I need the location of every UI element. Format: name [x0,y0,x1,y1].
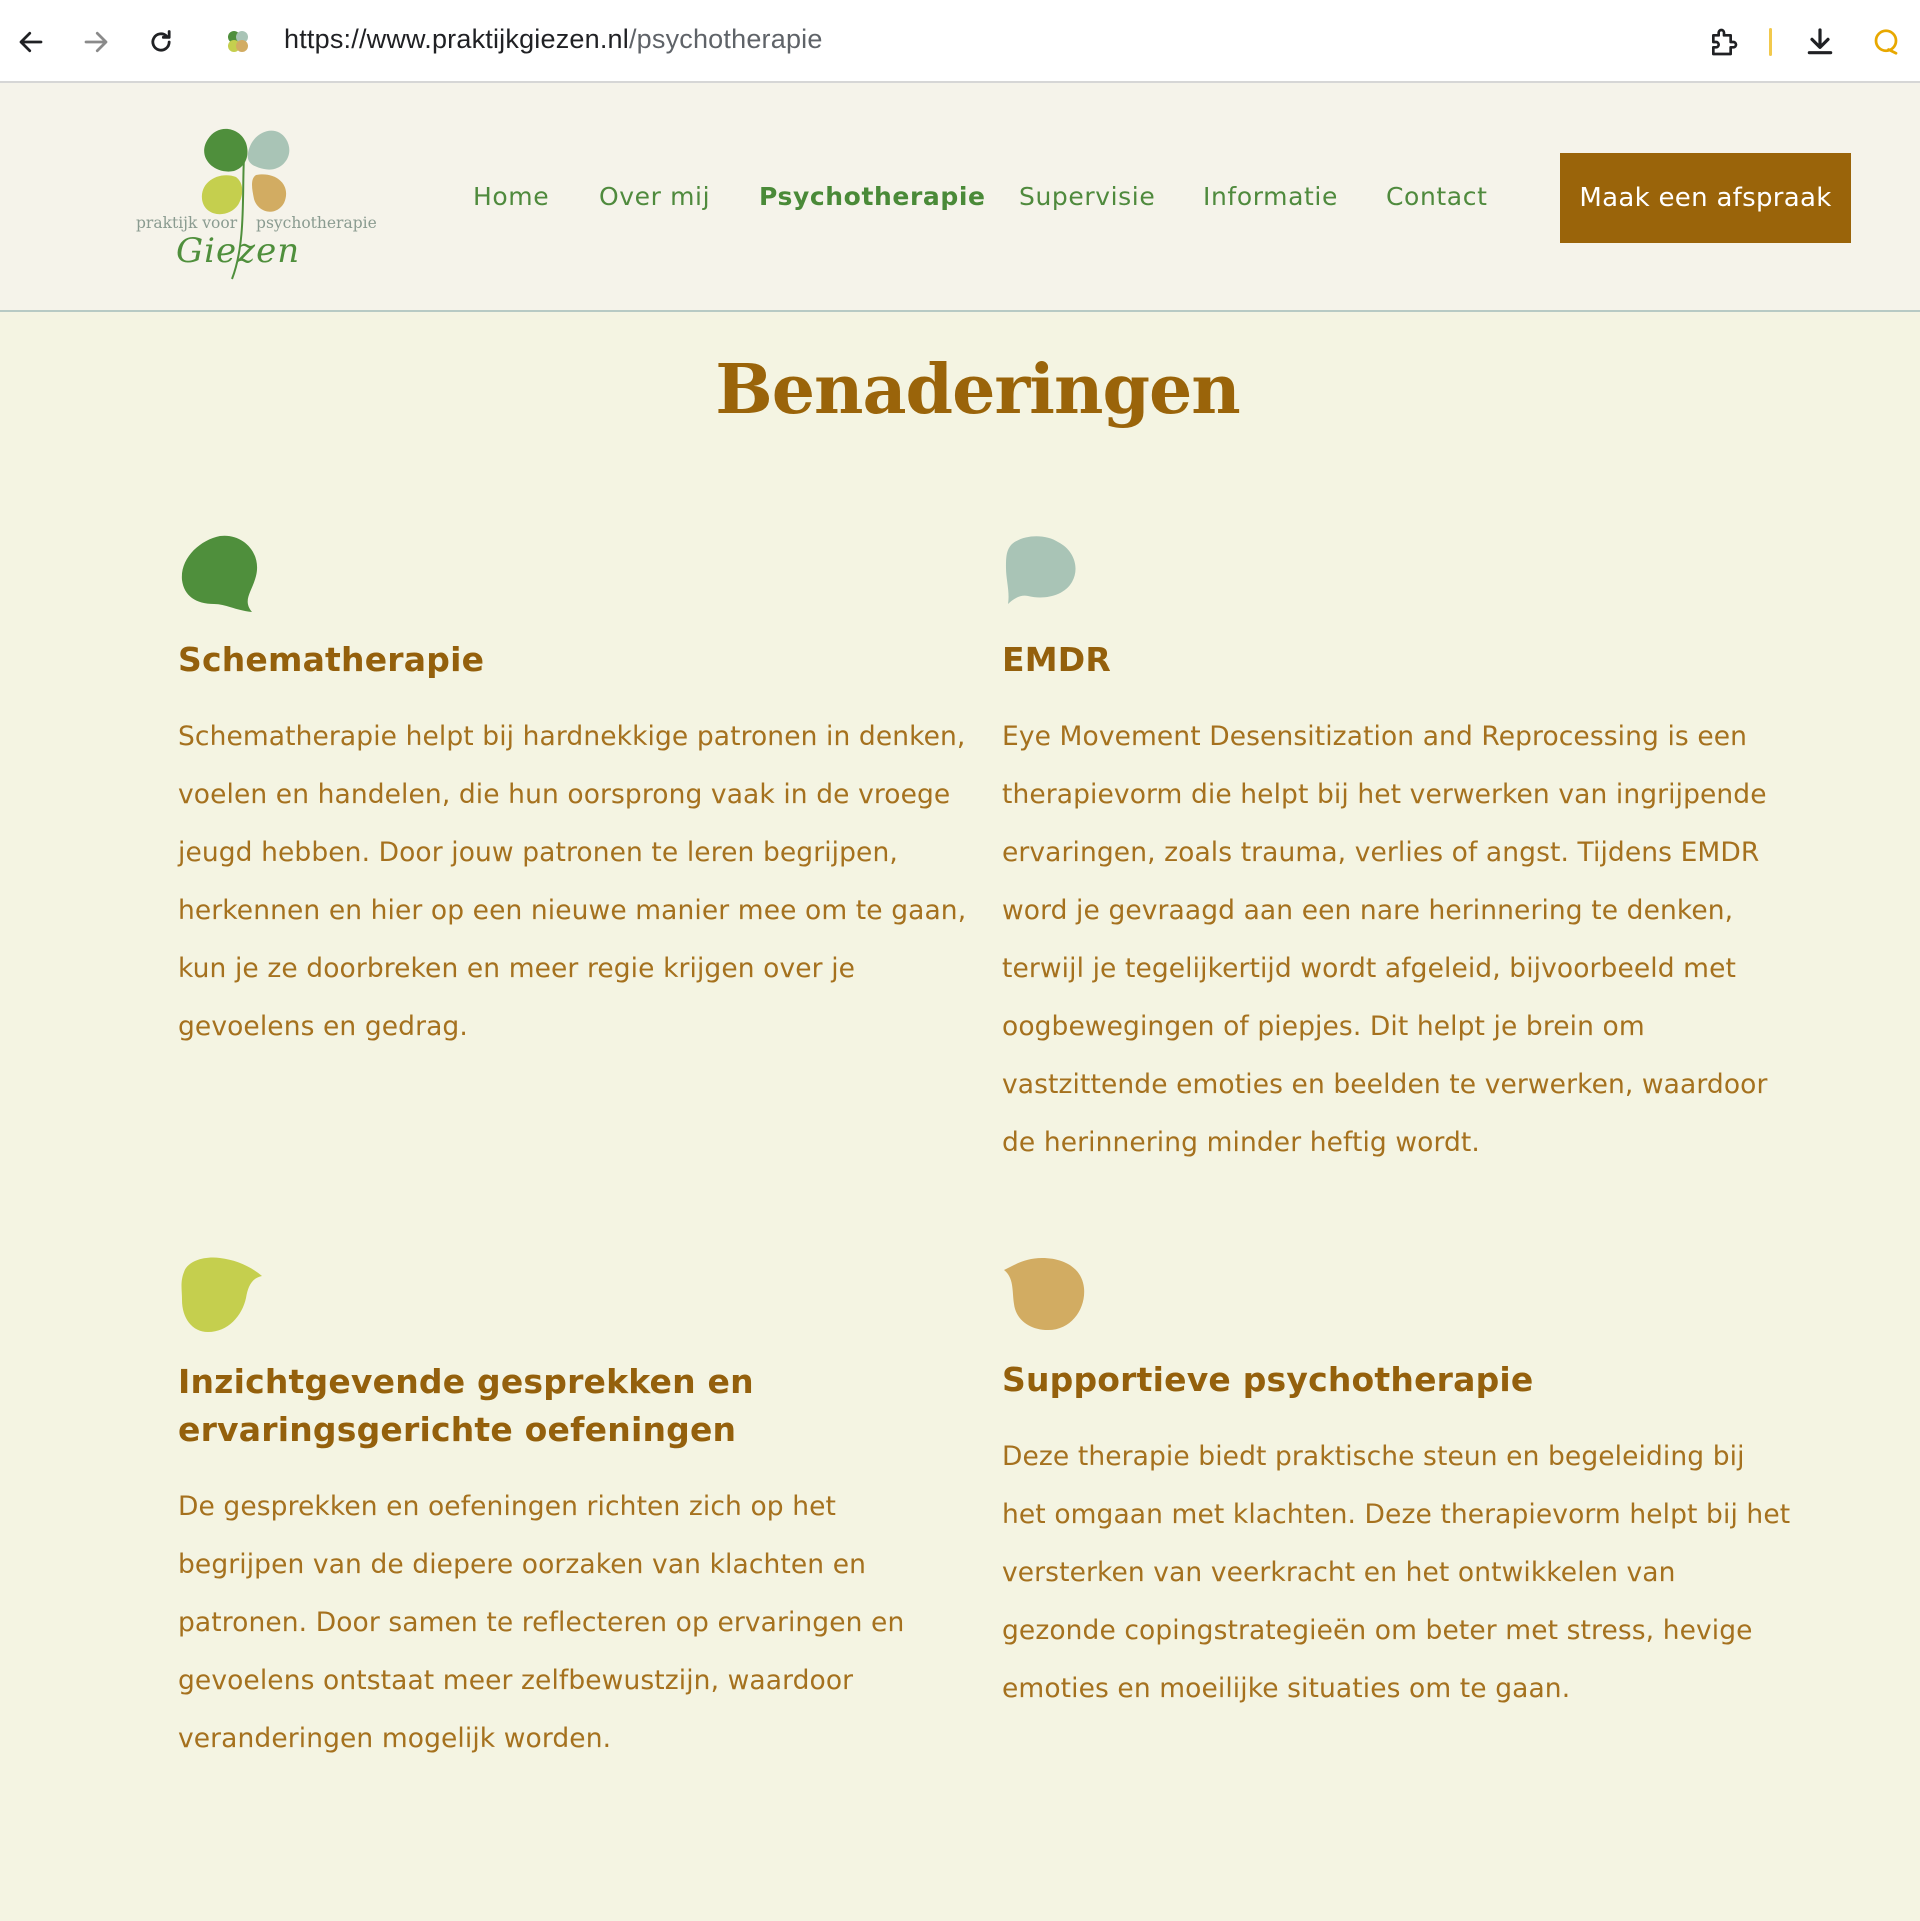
arrow-right-icon [81,27,111,57]
card-body: Schematherapie helpt bij hardnekkige patronen in denken, voelen en handelen, die hun oorsprong vaak in de vroege jeugd hebben. Door jouw patronen te leren begrijpen, herkennen en hier op een nieuwe manier mee om te gaan, kun je ze doorbreken en meer regie krijgen over je gevoelens en gedrag. [178,721,967,1042]
card-title: EMDR [1002,640,1111,679]
reload-icon [147,28,175,56]
card-title: Supportieve psychotherapie [1002,1360,1534,1399]
lime-leaf-icon [178,1256,264,1334]
card-inzichtgevende-gesprekken [178,1256,968,1768]
clover-favicon-icon [224,28,252,56]
site-favicon [216,20,260,64]
url-domain: https://www.praktijkgiezen.nl [284,24,629,54]
assistant-button[interactable] [1864,20,1908,64]
puzzle-icon [1708,26,1740,58]
card-supportieve-psychotherapie [1002,1256,1792,1718]
site-logo[interactable] [136,113,377,285]
page-title: Benaderingen [715,350,1240,430]
logo-tagline-right: psychotherapie [256,214,377,232]
card-schematherapie [178,534,968,1056]
address-bar[interactable] [284,24,823,55]
nav-supervisie[interactable]: Supervisie [1019,182,1156,211]
arrow-left-icon [16,27,46,57]
tan-leaf-icon [1002,1256,1086,1332]
downloads-button[interactable] [1798,20,1842,64]
logo-tagline [136,214,377,232]
make-appointment-button[interactable]: Maak een afspraak [1560,153,1851,243]
chat-bubble-icon [1871,27,1901,57]
url-path: /psychotherapie [628,24,823,54]
logo-wordmark: Giezen [176,231,301,271]
logo-tagline-left: praktijk voor [136,214,238,232]
card-body: Deze therapie biedt praktische steun en begeleiding bij het omgaan met klachten. Deze therapievorm helpt bij het versterken van veerkracht en het ontwikkelen van gezonde copingstrategieën om beter met stress, hevige emoties en moeilijke situaties om te gaan. [1002,1441,1791,1704]
nav-informatie[interactable]: Informatie [1203,182,1338,211]
download-icon [1804,26,1836,58]
back-button[interactable] [9,20,53,64]
card-title: Inzichtgevende gesprekken en ervaringsgerichte oefeningen [178,1362,754,1449]
extensions-button[interactable] [1702,20,1746,64]
card-body: Eye Movement Desensitization and Reprocessing is een therapievorm die helpt bij het verwerken van ingrijpende ervaringen, zoals trauma, verlies of angst. Tijdens EMDR word je gevraagd aan een nare herinnering te denken, terwijl je tegelijkertijd wordt afgeleid, bijvoorbeeld met oogbewegingen of piepjes. Dit helpt je brein om vastzittende emoties en beelden te verwerken, waardoor de herinnering minder heftig wordt. [1002,721,1768,1158]
browser-toolbar [0,0,1920,83]
reload-button[interactable] [139,20,183,64]
card-body: De gesprekken en oefeningen richten zich op het begrijpen van de diepere oorzaken van klachten en patronen. Door samen te reflecteren op ervaringen en gevoelens ontstaat meer zelfbewustzijn, waardoor veranderingen mogelijk worden. [178,1491,905,1754]
nav-over-mij[interactable]: Over mij [599,182,711,211]
site-header [0,83,1920,312]
sage-leaf-icon [1002,534,1078,606]
nav-home[interactable]: Home [473,182,550,211]
toolbar-divider [1769,28,1772,56]
nav-psychotherapie[interactable]: Psychotherapie [759,182,986,211]
card-title: Schematherapie [178,640,485,679]
green-leaf-icon [178,534,260,614]
forward-button[interactable] [74,20,118,64]
card-emdr [1002,534,1792,1172]
nav-contact[interactable]: Contact [1386,182,1488,211]
